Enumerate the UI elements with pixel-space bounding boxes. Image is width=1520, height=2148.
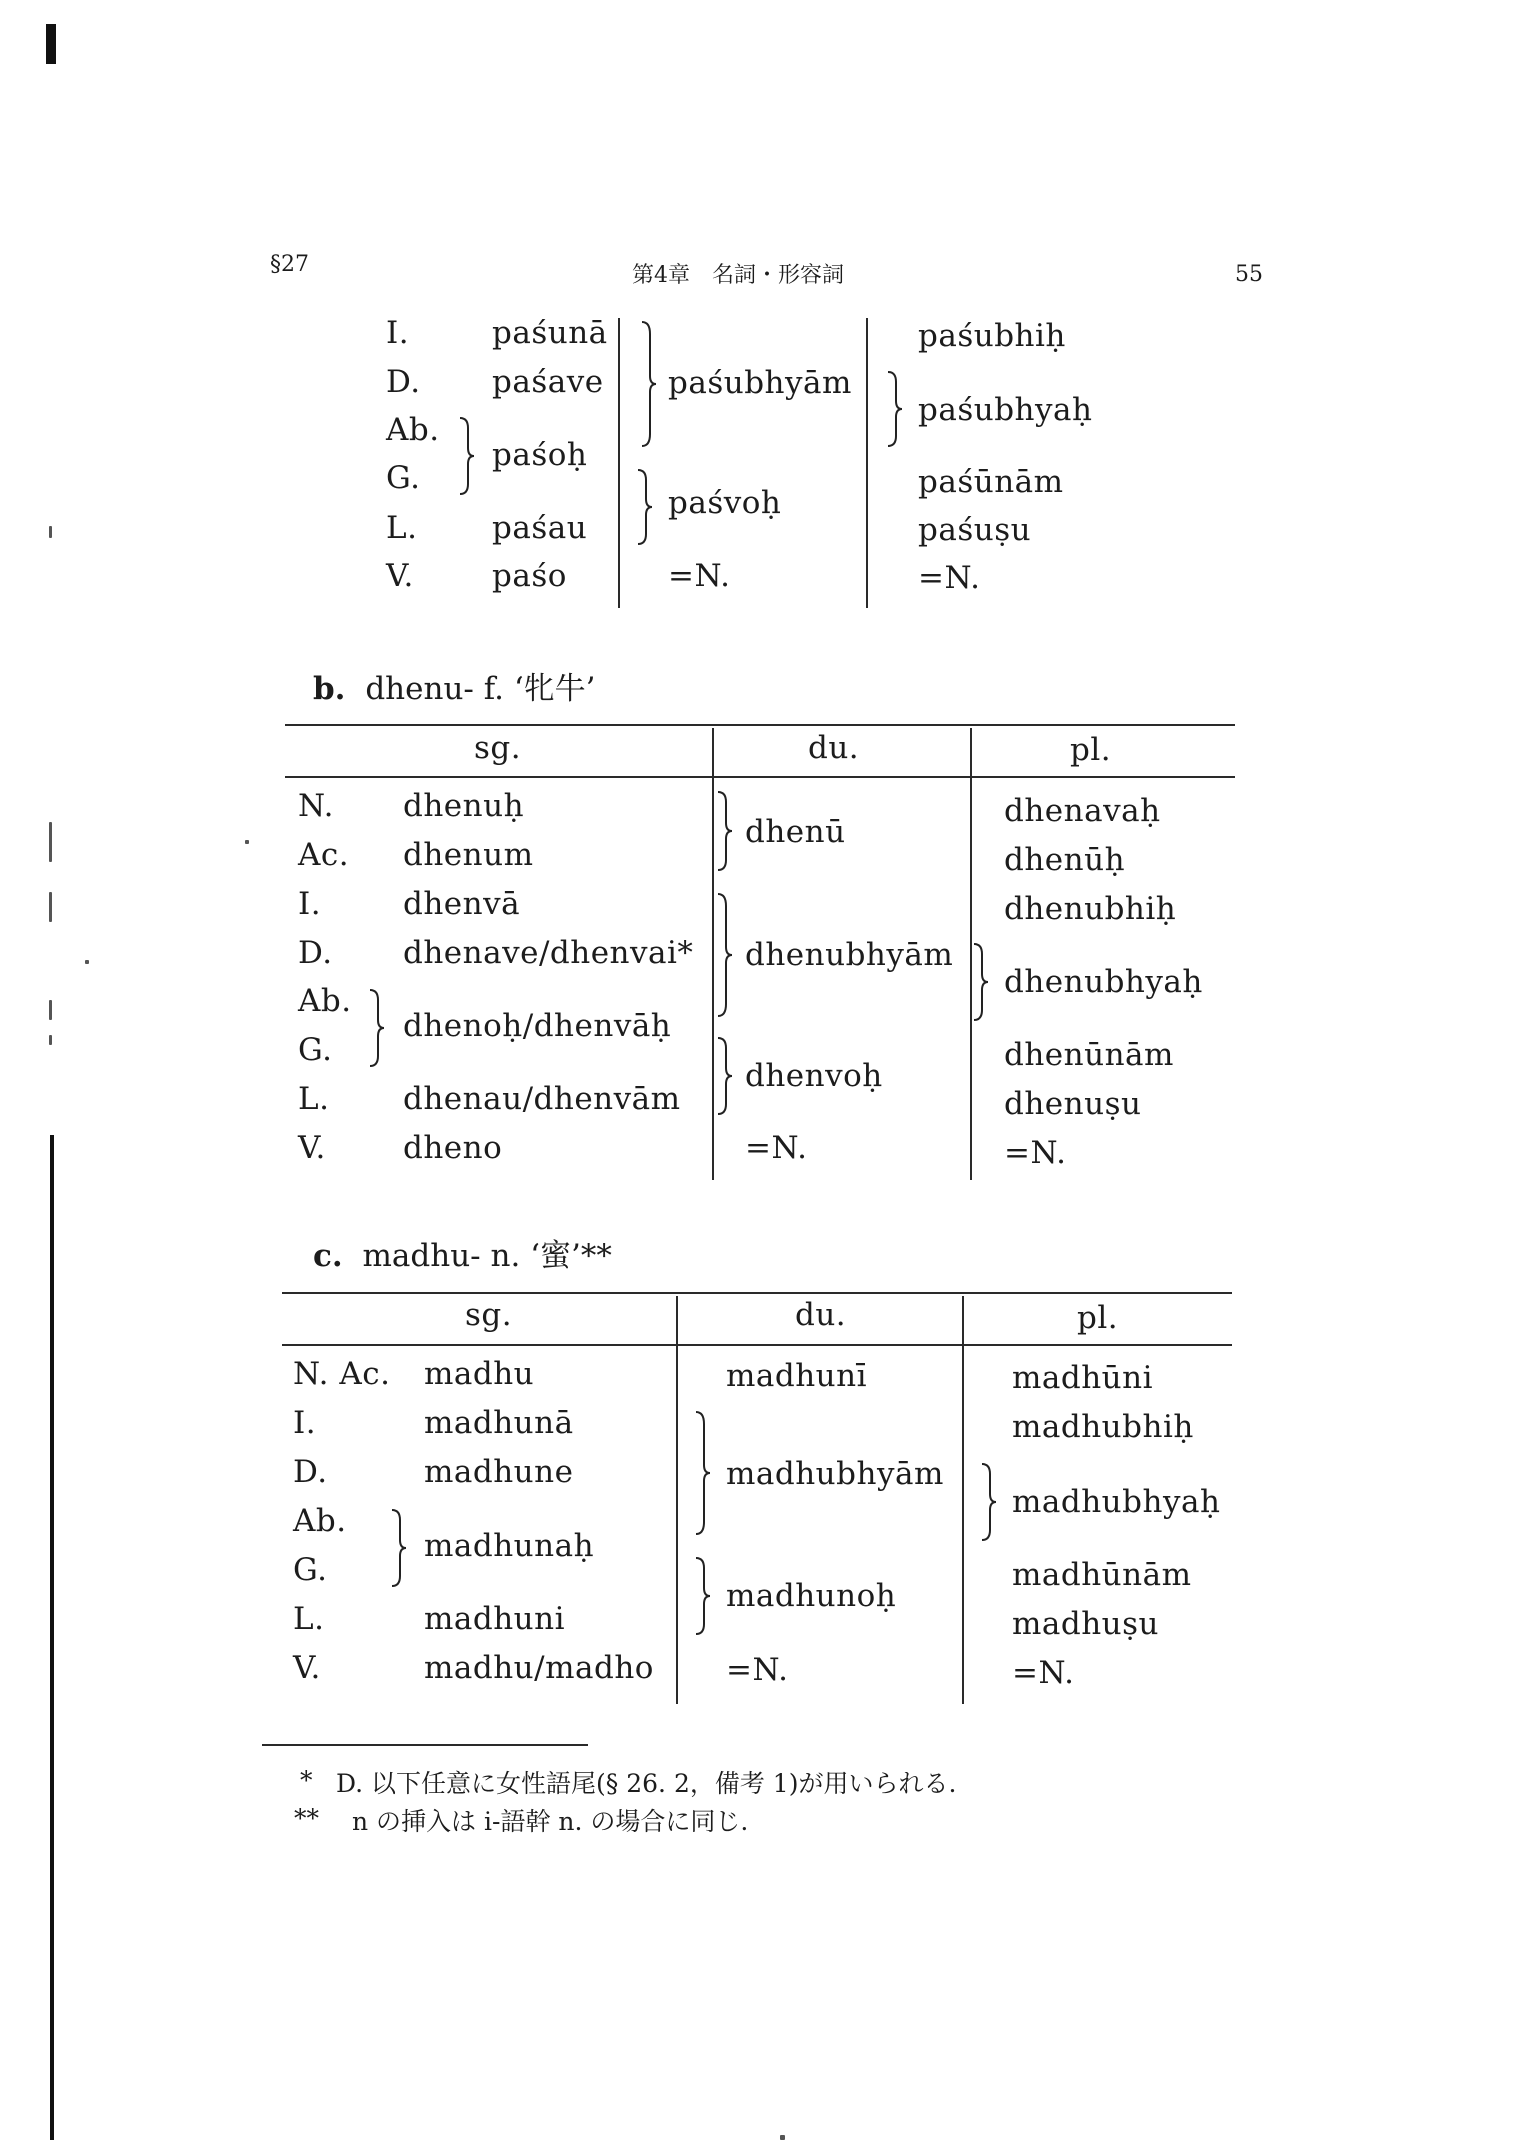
section-c-title: madhu- n. ‘蜜’** [362,1238,612,1274]
column-rule [962,1296,964,1704]
scan-speck [780,2135,785,2140]
sg-form: dhenau/dhenvām [403,1081,681,1117]
section-c-caption [313,1230,612,1275]
du-form: madhunoḥ [726,1578,897,1614]
pl-form: madhūnām [1012,1557,1192,1593]
column-header-du: du. [808,730,860,766]
case-label: G. [386,460,421,496]
brace [980,1462,998,1542]
pl-form: dhenavaḥ [1004,793,1161,829]
case-label: D. [386,364,421,400]
table-top-rule [282,1292,1232,1294]
sg-form: paśoḥ [492,437,588,473]
sg-form: paśunā [492,315,608,351]
column-header-sg: sg. [474,730,522,766]
table-header-rule [282,1344,1232,1346]
case-label: Ab. [298,983,352,1019]
du-form: =N. [726,1652,789,1688]
chapter-title: 第4章 名詞・形容詞 [632,263,844,288]
brace [886,370,904,448]
scan-speck [245,840,249,844]
pl-form: paśuṣu [918,512,1032,548]
pl-form: madhuṣu [1012,1606,1160,1642]
scan-speck [49,892,52,922]
column-rule [618,318,620,608]
pl-form: dhenuṣu [1004,1086,1142,1122]
du-form: paśvoḥ [668,485,782,521]
sg-form: paśo [492,558,567,594]
du-form: =N. [745,1130,808,1166]
brace [716,790,734,872]
pl-form: paśubhiḥ [918,318,1066,354]
case-label: V. [386,558,414,594]
section-number: §27 [270,252,309,277]
brace [716,1036,734,1116]
table-header-rule [285,776,1235,778]
pl-form: madhūni [1012,1360,1154,1396]
case-label: L. [298,1081,330,1117]
brace [458,416,476,496]
case-label: N. Ac. [293,1356,391,1392]
sg-form: paśau [492,510,588,546]
scan-speck [85,960,89,964]
section-c-letter: c. [313,1238,343,1274]
section-b-title: dhenu- f. ‘牝牛’ [365,671,596,707]
column-header-pl: pl. [1077,1300,1119,1336]
case-label: I. [386,315,410,351]
sg-form: dhenum [403,837,534,873]
pl-form: =N. [1004,1135,1067,1171]
pl-form: madhubhyaḥ [1012,1484,1221,1520]
sg-form: madhu/madho [424,1650,654,1686]
scan-edge-line [50,1135,54,2140]
case-label: I. [293,1405,317,1441]
sg-form: dheno [403,1130,503,1166]
pl-form: madhubhiḥ [1012,1409,1194,1445]
scan-mark-top [46,24,56,64]
sg-form: madhune [424,1454,574,1490]
table-top-rule [285,724,1235,726]
pl-form: paśūnām [918,464,1064,500]
brace [716,892,734,1018]
scan-speck [49,822,52,862]
du-form: dhenū [745,814,846,850]
case-label: D. [293,1454,328,1490]
sg-form: madhunaḥ [424,1528,595,1564]
case-label: L. [386,510,418,546]
section-b-letter: b. [313,671,346,707]
du-form: =N. [668,558,731,594]
page-number: 55 [1235,262,1263,287]
du-form: paśubhyām [668,365,852,401]
brace [390,1508,408,1588]
du-form: madhubhyām [726,1456,944,1492]
scan-speck [49,1000,52,1020]
sg-form: dhenuḥ [403,788,525,824]
column-rule [866,318,868,608]
sg-form: paśave [492,364,604,400]
scan-speck [49,1035,52,1045]
footnote-mark: * [300,1766,313,1795]
scan-speck [49,526,52,538]
case-label: V. [298,1130,326,1166]
case-label: I. [298,886,322,922]
du-form: madhunī [726,1358,868,1394]
pl-form: dhenūḥ [1004,842,1126,878]
case-label: N. [298,788,334,824]
pl-form: dhenubhiḥ [1004,891,1177,927]
footnote-rule [262,1744,588,1746]
sg-form: dhenave/dhenvai* [403,935,694,971]
footnote-text: n の挿入は i-語幹 n. の場合に同じ. [352,1807,749,1836]
sg-form: madhunā [424,1405,574,1441]
column-rule [676,1296,678,1704]
brace [972,942,990,1022]
sg-form: dhenoḥ/dhenvāḥ [403,1008,672,1044]
brace [636,468,654,546]
pl-form: paśubhyaḥ [918,392,1093,428]
sg-form: madhu [424,1356,535,1392]
pl-form: =N. [918,560,981,596]
du-form: dhenubhyām [745,937,954,973]
brace [694,1410,712,1536]
pl-form: dhenubhyaḥ [1004,964,1203,1000]
section-b-caption [313,663,596,708]
pl-form: dhenūnām [1004,1037,1174,1073]
footnote-mark: ** [294,1804,319,1833]
column-rule [712,728,714,1180]
case-label: V. [293,1650,321,1686]
sg-form: madhuni [424,1601,566,1637]
brace [640,320,658,448]
case-label: D. [298,935,333,971]
footnote-text: D. 以下任意に女性語尾(§ 26. 2，備考 1)が用いられる. [336,1769,957,1798]
case-label: Ac. [298,837,350,873]
pl-form: =N. [1012,1655,1075,1691]
column-header-du: du. [795,1297,847,1333]
case-label: L. [293,1601,325,1637]
column-header-pl: pl. [1070,732,1112,768]
sg-form: dhenvā [403,886,521,922]
case-label: G. [293,1552,328,1588]
du-form: dhenvoḥ [745,1058,883,1094]
case-label: Ab. [293,1503,347,1539]
case-label: Ab. [386,412,440,448]
column-header-sg: sg. [465,1297,513,1333]
brace [694,1556,712,1636]
brace [368,988,386,1068]
case-label: G. [298,1032,333,1068]
